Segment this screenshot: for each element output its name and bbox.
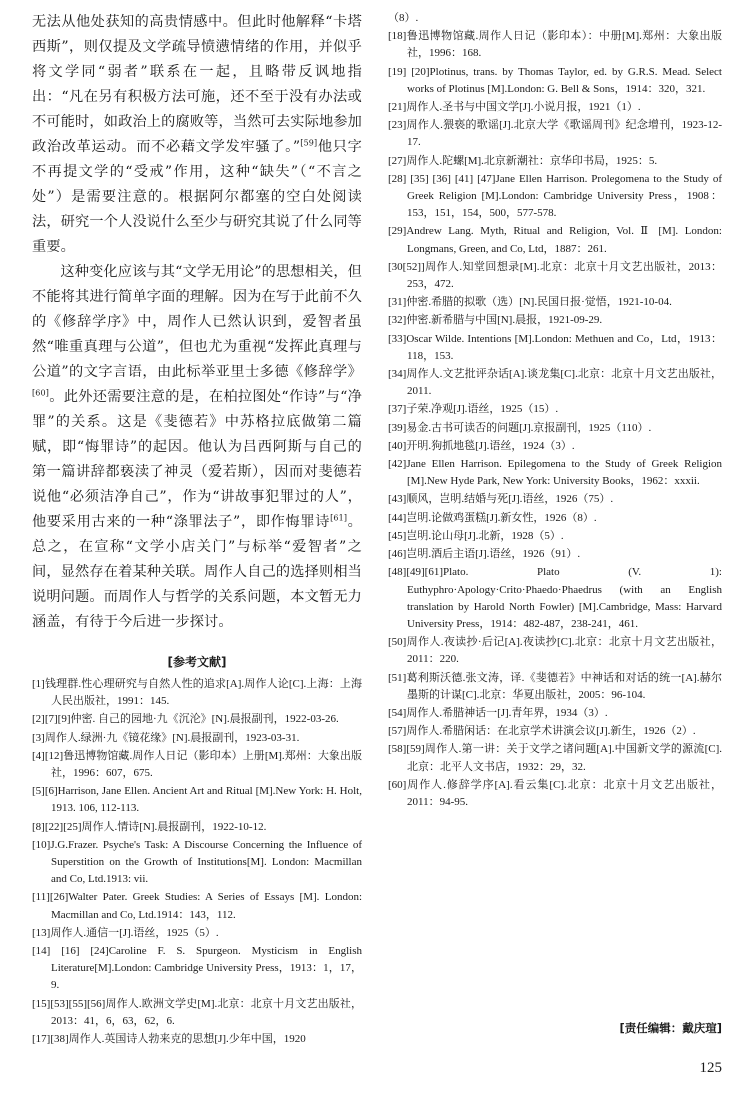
- paragraph-text: 无法从他处获知的高贵情感中。但此时他解释“卡塔西斯”，则仅提及文学疏导愤懑情绪的作用，并似乎将文学同“弱者”联系在一起，且略带反讽地指出：“凡在另有积极方法可施，还不至于没有办法或不可能时，如政治上的腐败等，当然可去实际地参加政治改革运动。而不必藉文学发牢骚了。”: [32, 14, 362, 155]
- paragraph-text: 他只字不再提文学的“受戒”作用，这种“缺失”（“不言之处”）是需要注意的。根据阿尔都塞的空白处阅读法，研究一个人没说什么至少与研究其说了什么同等重要。: [32, 139, 362, 255]
- references-heading: [参考文献]: [167, 655, 227, 669]
- reference-entry: [1]钱理群.性心理研究与自然人性的追求[A].周作人论[C].上海：上海人民出版社，1991：145.: [32, 678, 362, 708]
- reference-entry: [50]周作人.夜读抄·后记[A].夜读抄[C].北京：北京十月文艺出版社，2011：220.: [388, 636, 722, 666]
- references-list-left: [32, 676, 362, 1048]
- reference-entry: [4][12]鲁迅博物馆藏.周作人日记（影印本）上册[M].郑州：大象出版社，1996：607，675.: [32, 749, 362, 780]
- right-column: [388, 10, 722, 812]
- reference-entry: [14] [16] [24]Caroline F. S. Spurgeon. Mysticism in English Literature[M].London: Cambridge University Press，1913：1，17，9.: [32, 945, 362, 992]
- reference-entry: [51]葛利斯沃德.张文涛，译.《斐德若》中神话和对话的统一[A].赫尔墨斯的计谋[C].北京：华夏出版社，2005：96-104.: [388, 671, 722, 701]
- reference-entry: [18]鲁迅博物馆藏.周作人日记（影印本）：中册[M].郑州：大象出版社，1996：168.: [388, 30, 722, 60]
- reference-entry: [42]Jane Ellen Harrison. Epilegomena to the Study of Greek Religion [M].New Hyde Park, New York: University Books，1962：xxxii.: [388, 458, 722, 488]
- references-list-right: [388, 10, 722, 811]
- body-paragraph-1: [32, 10, 362, 260]
- reference-entry: [40]开明.狗抓地毯[J].语丝，1924（3）.: [388, 439, 575, 452]
- reference-entry: [37]子荣.净观[J].语丝，1925（15）.: [388, 403, 559, 416]
- paragraph-text: 。总之，在宣称“文学小店关门”与标举“爱智者”之间，显然存在着某种关联。周作人自己的选择则相当说明问题。而周作人与哲学的关系问题，本文暂无力涵盖，有待于今后进一步探讨。: [32, 514, 362, 630]
- reference-entry: [43]顺风，岂明.结婚与死[J].语丝，1926（75）.: [388, 493, 614, 506]
- reference-entry: [10]J.G.Frazer. Psyche's Task: A Discourse Concerning the Influence of Superstition on the Growth of Institutions[M]. London: Macmillan and Co, Ltd.1913: vii.: [32, 838, 362, 886]
- reference-entry: [27]周作人.陀螺[M].北京新潮社：京华印书局，1925：5.: [388, 154, 658, 167]
- reference-entry: （8）.: [388, 12, 419, 24]
- reference-entry: [46]岂明.酒后主语[J].语丝，1926（91）.: [388, 548, 581, 561]
- responsible-editor: [责任编辑：戴庆瑄]: [619, 1021, 722, 1035]
- reference-entry: [17][38]周作人.英国诗人勃来克的思想[J].少年中国，1920: [32, 1033, 306, 1046]
- reference-entry: [57]周作人.希腊闲话：在北京学术讲演会议[J].新生，1926（2）.: [388, 725, 696, 738]
- reference-entry: [21]周作人.圣书与中国文学[J].小说月报，1921（1）.: [388, 101, 641, 114]
- reference-entry: [11][26]Walter Pater. Greek Studies: A Series of Essays [M]. London: Macmillan and Co, Ltd.1914：143，112.: [32, 891, 362, 921]
- reference-entry: [60]周作人.修辞学序[A].看云集[C].北京：北京十月文艺出版社，2011：94-95.: [388, 778, 722, 808]
- reference-entry: [3]周作人.绿洲·九《镜花缘》[N].晨报副刊，1923-03-31.: [32, 731, 300, 744]
- left-column: [32, 10, 362, 1049]
- citation-marker: [60]: [32, 388, 50, 398]
- paragraph-text: 这种变化应该与其“文学无用论”的思想相关，但不能将其进行简单字面的理解。因为在写于此前不久的《修辞学序》中，周作人已然认识到，爱智者虽然“唯重真理与公道”，但也尤为重视“发挥此真理与公道”的文字言语，由此标举亚里士多德《修辞学》: [32, 264, 362, 380]
- paragraph-text: 。此外还需要注意的是，在柏拉图处“作诗”与“净罪”的关系。这是《斐德若》中苏格拉底做第二篇赋，即“悔罪诗”的起因。他认为吕西阿斯与自己的第一篇讲辞都亵渎了神灵（爱若斯），因而对斐德若说他“必须洁净自己”，作为“讲故事犯罪过的人”，他要采用古来的一种“涤罪法子”，即作悔罪诗: [32, 389, 362, 530]
- reference-entry: [48][49][61]Plato. Plato (V. 1): Euthyphro·Apology·Crito·Phaedo·Phaedrus (with an English translation by Harold North Fowler) [M].Cambridge, Mass: Harvard University Press，1914：482-487，238-241，461.: [388, 566, 722, 630]
- reference-entry: [39]易金.古书可读否的问题[J].京报副刊，1925（110）.: [388, 421, 652, 434]
- reference-entry: [13]周作人.通信一[J].语丝，1925（5）.: [32, 926, 219, 939]
- reference-entry: [30[52]]周作人.知堂回想录[M].北京：北京十月文艺出版社，2013：253，472.: [388, 260, 722, 291]
- reference-entry: [58][59]周作人.第一讲：关于文学之诸问题[A].中国新文学的源流[C].北京：北平人文书店，1932：29，32.: [388, 743, 722, 773]
- page-number: 125: [699, 1060, 722, 1076]
- reference-entry: [2][7][9]仲密. 自己的园地·九《沉沦》[N].晨报副刊，1922-03-26.: [32, 713, 339, 726]
- reference-entry: [45]岂明.论山母[J].北新，1928（5）.: [388, 529, 564, 542]
- citation-marker: [61]: [330, 513, 348, 523]
- reference-entry: [44]岂明.论做鸡蛋糕[J].新女性，1926（8）.: [388, 511, 597, 524]
- reference-entry: [15][53][55][56]周作人.欧洲文学史[M].北京：北京十月文艺出版社，2013：41，6，63，62，6.: [32, 997, 362, 1027]
- reference-entry: [5][6]Harrison, Jane Ellen. Ancient Art and Ritual [M].New York: H. Holt, 1913. 106, 112-113.: [32, 785, 362, 815]
- reference-entry: [33]Oscar Wilde. Intentions [M].London: Methuen and Co，Ltd，1913：118，153.: [388, 332, 722, 362]
- reference-entry: [19] [20]Plotinus, trans. by Thomas Taylor, ed. by G.R.S. Mead. Select works of Plotinus [M].London: G. Bell & Sons，1914：320，321.: [388, 65, 722, 95]
- reference-entry: [29]Andrew Lang. Myth, Ritual and Religion, Vol. Ⅱ [M]. London: Longmans, Green, and Co, Ltd，1887：261.: [388, 225, 722, 255]
- citation-marker: [59]: [300, 138, 318, 148]
- reference-entry: [8][22][25]周作人.情诗[N].晨报副刊，1922-10-12.: [32, 820, 267, 833]
- body-paragraph-2: [32, 260, 362, 635]
- reference-entry: [32]仲密.新希腊与中国[N].晨报，1921-09-29.: [388, 314, 603, 327]
- reference-entry: [23]周作人.猥亵的歌谣[J].北京大学《歌谣周刊》纪念增刊，1923-12-17.: [388, 119, 722, 149]
- reference-entry: [54]周作人.希腊神话一[J].青年界，1934（3）.: [388, 706, 608, 719]
- reference-entry: [28] [35] [36] [41] [47]Jane Ellen Harrison. Prolegomena to the Study of Greek Religion [M].London: Cambridge University Press，1908：153，151，154，500，577-578.: [388, 172, 722, 220]
- reference-entry: [34]周作人.文艺批评杂话[A].谈龙集[C].北京：北京十月文艺出版社，2011.: [388, 368, 722, 398]
- reference-entry: [31]仲密.希腊的拟歌（选）[N].民国日报·觉悟，1921-10-04.: [388, 296, 672, 309]
